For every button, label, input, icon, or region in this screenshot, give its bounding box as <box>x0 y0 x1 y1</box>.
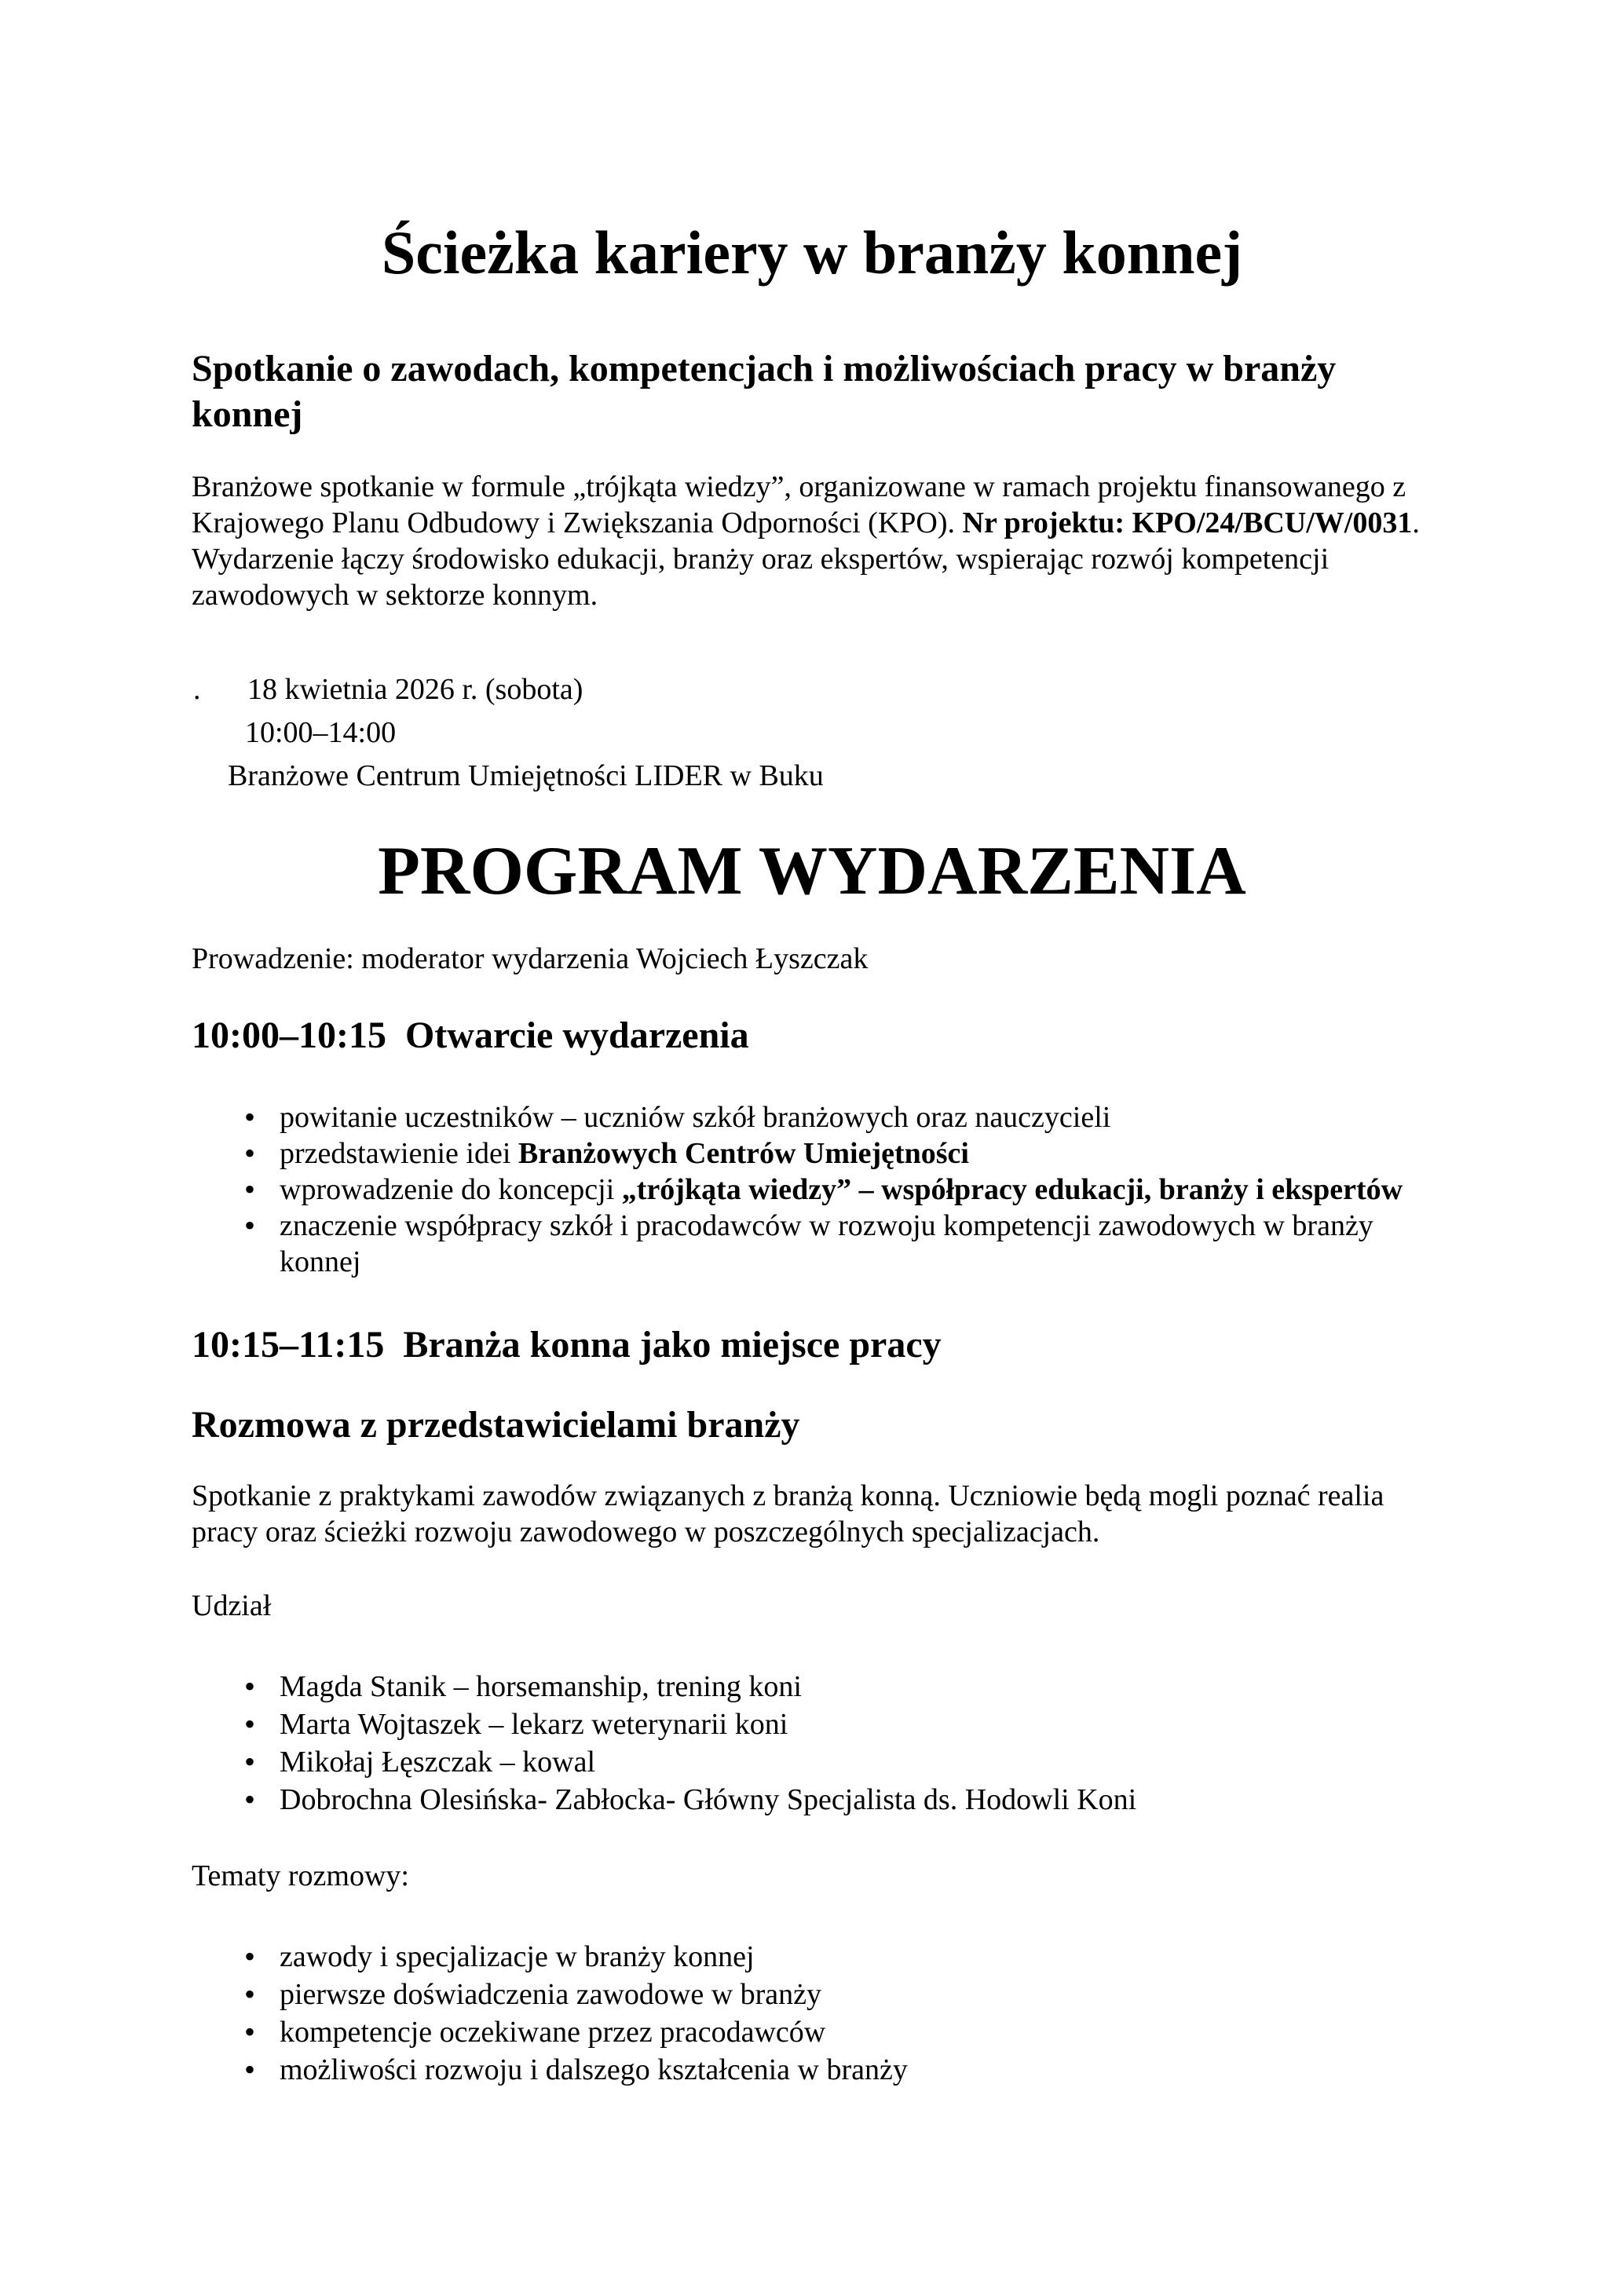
topics-list <box>192 1938 1432 2089</box>
event-details <box>192 668 1432 798</box>
intro-text-2: Wydarzenie łączy środowisko edukacji, branży oraz ekspertów, wspierając rozwój kompetencji zawodowych w sektorze konnym. <box>192 543 1330 612</box>
opening-bullet-list <box>192 1099 1432 1280</box>
intro-paragraph <box>192 469 1432 613</box>
program-title: PROGRAM WYDARZENIA <box>378 833 1246 909</box>
list-item <box>192 1208 1432 1280</box>
list-item-text: pierwsze doświadczenia zawodowe w branży <box>280 1978 822 2011</box>
participants-label: Udział <box>192 1589 272 1622</box>
event-time: 10:00–14:00 <box>245 716 397 749</box>
list-item <box>192 1781 1432 1819</box>
section-label: Branża konna jako miejsce pracy <box>403 1324 942 1366</box>
list-item-text: Mikołaj Łęszczak – kowal <box>280 1746 596 1779</box>
project-number: Nr projektu: KPO/24/BCU/W/0031 <box>962 506 1413 539</box>
intro-text: Branżowe spotkanie w formule „trójkąta wiedzy”, organizowane w ramach projektu finansowanego z Krajowego Planu Odbudowy i Zwiększania Odporności (KPO). <box>192 470 1406 539</box>
list-item-text: kompetencje oczekiwane przez pracodawców <box>280 2016 826 2049</box>
topics-label: Tematy rozmowy: <box>192 1859 409 1892</box>
list-item-text: Magda Stanik – horsemanship, trening koni <box>280 1670 802 1703</box>
section-label: Otwarcie wydarzenia <box>404 1015 749 1056</box>
session-description: Spotkanie z praktykami zawodów związanych z branżą konną. Uczniowie będą mogli poznać realia pracy oraz ścieżki rozwoju zawodowego w poszczególnych specjalizacjach. <box>192 1479 1384 1548</box>
list-item-text: zawody i specjalizacje w branży konnej <box>280 1940 755 1973</box>
list-item-text: wprowadzenie do koncepcji <box>280 1173 622 1206</box>
list-item-text: możliwości rozwoju i dalszego kształcenia w branży <box>280 2053 908 2086</box>
document-title: Ścieżka kariery w branży konnej <box>381 218 1243 287</box>
list-item <box>192 1938 1432 1976</box>
section-heading-branza <box>192 1322 1432 1368</box>
event-venue: Branżowe Centrum Umiejętności LIDER w Buku <box>228 759 824 792</box>
list-item-text: powitanie uczestników – uczniów szkół branżowych oraz nauczycieli <box>280 1101 1111 1134</box>
moderator-line: Prowadzenie: moderator wydarzenia Wojciech Łyszczak <box>192 942 869 975</box>
list-item-bold-text: „trójkąta wiedzy” – współpracy edukacji, branży i ekspertów <box>621 1173 1403 1206</box>
list-item <box>192 1743 1432 1781</box>
section-heading-otwarcie <box>192 1013 1432 1058</box>
section-time: 10:15–11:15 <box>192 1324 385 1366</box>
list-item-text: przedstawienie idei <box>280 1137 518 1170</box>
list-item <box>192 1668 1432 1706</box>
list-item-text: znaczenie współpracy szkół i pracodawców w rozwoju kompetencji zawodowych w branży konnej <box>280 1209 1373 1278</box>
list-item-text: Marta Wojtaszek – lekarz weterynarii koni <box>280 1708 788 1741</box>
event-date: 18 kwietnia 2026 r. (sobota) <box>247 673 583 706</box>
list-item <box>192 2051 1432 2089</box>
list-item <box>192 1135 1432 1172</box>
participants-list <box>192 1668 1432 1819</box>
intro-text-period: . <box>1412 506 1420 539</box>
list-item <box>192 2013 1432 2051</box>
subsection-heading-rozmowa: Rozmowa z przedstawicielami branży <box>192 1404 800 1446</box>
list-item-bold-text: Branżowych Centrów Umiejętności <box>518 1137 969 1170</box>
list-marker-dot: . <box>193 673 201 706</box>
list-item <box>192 1099 1432 1135</box>
list-item-text: Dobrochna Olesińska- Zabłocka- Główny Specjalista ds. Hodowli Koni <box>280 1783 1137 1816</box>
event-date-line <box>192 668 1432 711</box>
list-item <box>192 1706 1432 1743</box>
section-time: 10:00–10:15 <box>192 1015 386 1056</box>
list-item <box>192 1976 1432 2013</box>
list-item <box>192 1172 1432 1208</box>
document-subtitle: Spotkanie o zawodach, kompetencjach i możliwościach pracy w branży konnej <box>192 348 1337 435</box>
